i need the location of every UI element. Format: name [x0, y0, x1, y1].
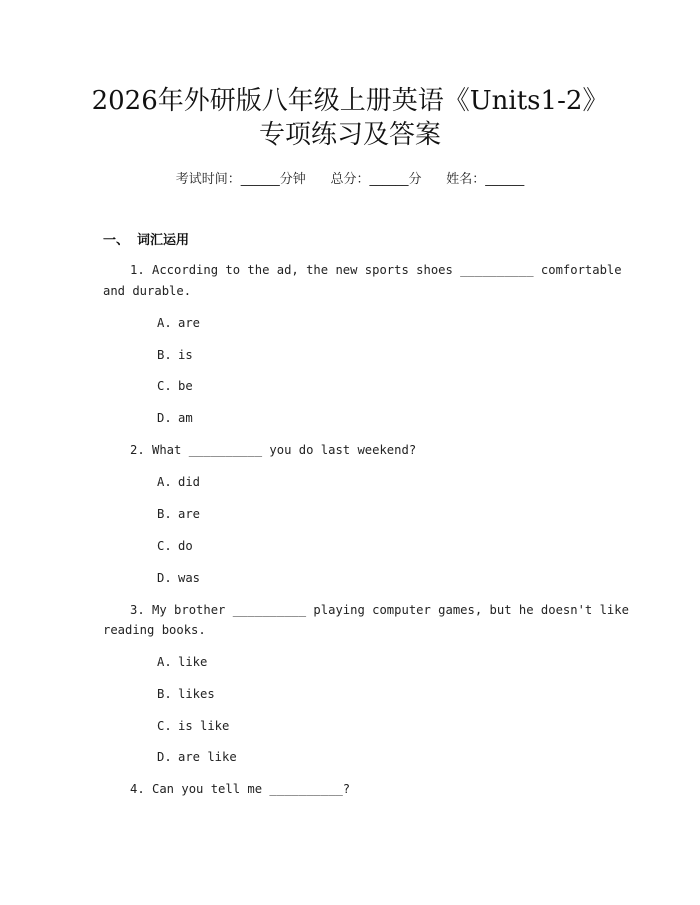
option-letter: D.	[157, 411, 172, 425]
section-number: 一、	[103, 233, 130, 248]
question-3-option-d	[157, 749, 237, 765]
option-text: was	[178, 571, 201, 585]
question-2-option-c	[157, 538, 193, 554]
option-letter: C.	[157, 719, 172, 733]
question-2-text: 2. What __________ you do last weekend?	[130, 443, 417, 457]
option-letter: B.	[157, 687, 172, 701]
option-text: is	[178, 348, 193, 362]
document-subtitle: 专项练习及答案	[258, 120, 441, 150]
option-text: are like	[178, 750, 237, 764]
option-letter: A.	[157, 655, 172, 669]
option-text: likes	[178, 687, 215, 701]
question-2-option-d	[157, 570, 200, 586]
question-1-option-c	[157, 378, 193, 394]
option-letter: D.	[157, 571, 172, 585]
option-text: be	[178, 379, 193, 393]
option-text: are	[178, 507, 201, 521]
option-text: do	[178, 539, 193, 553]
option-letter: A.	[157, 475, 172, 489]
option-letter: B.	[157, 348, 172, 362]
exam-info-line: 考试时间：______分钟 总分：______分 姓名：______	[175, 172, 525, 187]
question-2-option-b	[157, 506, 200, 522]
option-text: am	[178, 411, 193, 425]
question-2-option-a	[157, 474, 200, 490]
section-heading	[103, 229, 189, 248]
question-1-option-a	[157, 315, 200, 331]
option-letter: D.	[157, 750, 172, 764]
option-text: are	[178, 316, 201, 330]
option-text: is like	[178, 719, 230, 733]
question-3-text: 3. My brother __________ playing computer games, but he doesn't like	[130, 603, 629, 617]
option-letter: B.	[157, 507, 172, 521]
question-3-option-b	[157, 686, 215, 702]
question-1-text: 1. According to the ad, the new sports shoes __________ comfortable	[130, 263, 622, 277]
option-letter: C.	[157, 379, 172, 393]
question-1-text-continued: and durable.	[103, 284, 192, 298]
question-3-option-a	[157, 654, 207, 670]
option-letter: C.	[157, 539, 172, 553]
option-text: did	[178, 475, 201, 489]
option-text: like	[178, 655, 208, 669]
question-1-option-b	[157, 347, 193, 363]
question-1-option-d	[157, 410, 193, 426]
question-4-text: 4. Can you tell me __________?	[130, 782, 351, 796]
question-3-option-c	[157, 718, 229, 734]
option-letter: A.	[157, 316, 172, 330]
question-3-text-continued: reading books.	[103, 623, 206, 637]
section-title: 词汇运用	[137, 233, 190, 248]
document-title: 2026年外研版八年级上册英语《Units1-2》	[91, 86, 609, 116]
